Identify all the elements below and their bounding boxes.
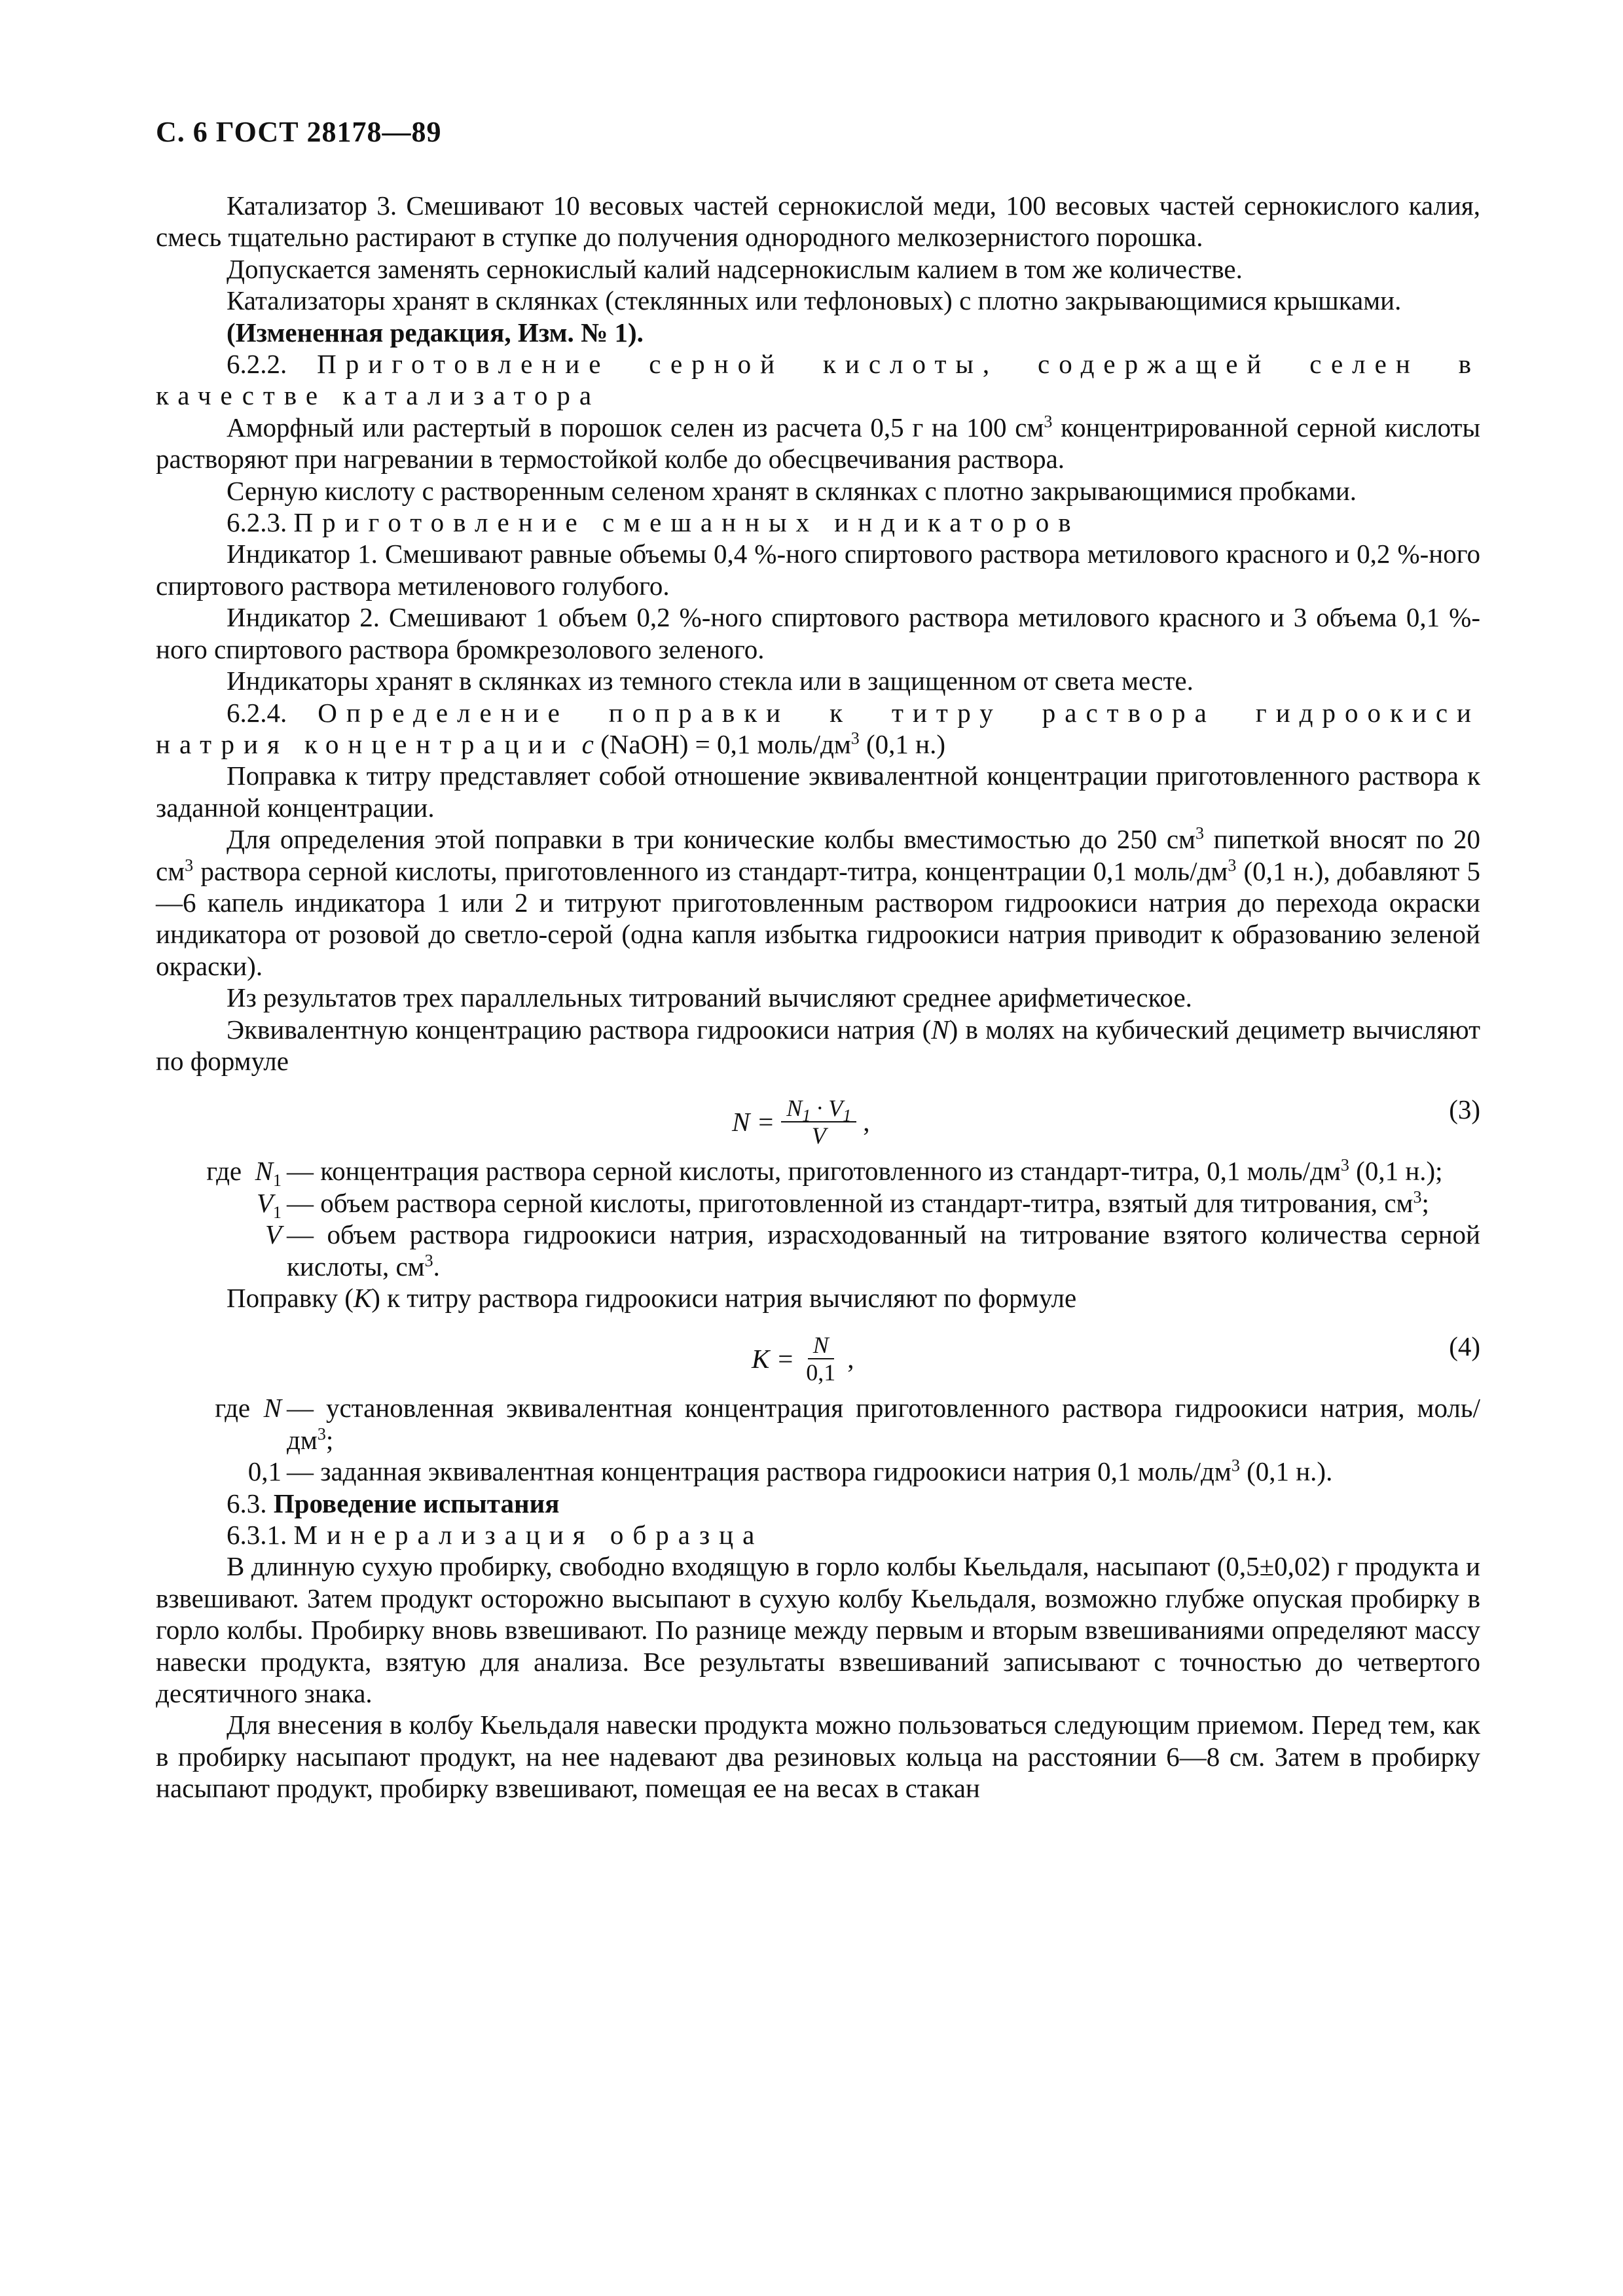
fraction: $\frac{N}{0,1}$ xyxy=(806,1332,836,1386)
paragraph-catalyst-3: Катализатор 3. Смешивают 10 весовых частей сернокислой меди, 100 весовых частей сернокислого калия, смесь тщательно растирают в ступке до получения однородного мелкозернистого порошка. xyxy=(156,190,1480,253)
equation-3 xyxy=(156,1077,1480,1155)
section-number: 6.2.3. xyxy=(227,507,287,538)
section-6-3-1 xyxy=(156,1519,1480,1551)
definition-item: 0,1 — заданная эквивалентная концентрация раствора гидроокиси натрия 0,1 моль/$дм^3$ (0,1 н.). xyxy=(247,1456,1333,1487)
paragraph-amendment: (Измененная редакция, Изм. № 1). xyxy=(227,317,644,348)
formula-4-definitions xyxy=(156,1392,1480,1487)
paragraph-correction-def: Поправка к титру представляет собой отношение эквивалентной концентрации приготовленного раствора к заданной концентрации. xyxy=(156,761,1480,823)
paragraph-storage: Катализаторы хранят в склянках (стеклянных или тефлоновых) с плотно закрывающимися крышками. xyxy=(227,285,1402,316)
definition-item: где $N_1$ — концентрация раствора серной кислоты, приготовленного из стандарт-титра, 0,1 моль/$дм^3$ (0,1 н.); xyxy=(206,1155,1443,1191)
section-6-3 xyxy=(156,1488,1480,1519)
paragraph-indicator-2: Индикатор 2. Смешивают 1 объем 0,2 %-ного спиртового раствора метилового красного и 3 объема 0,1 %-ного спиртового раствора бромкрезолового зеленого. xyxy=(156,602,1480,664)
section-6-2-4: 6.2.4. Определение поправки к титру раствора гидроокиси натрия концентрации c (NaOH) = 0,1 моль/$дм^3$ (0,1 н.) xyxy=(156,697,1480,759)
paragraph-selenium: Аморфный или растертый в порошок селен из расчета 0,5 г на 100 $см^3$ концентрированной серной кислоты растворяют при нагревании в термостойкой колбе до обесцвечивания раствора. xyxy=(156,412,1480,475)
section-number: 6.2.2. xyxy=(227,349,287,380)
formula-4: K = $\frac{N}{0,1}$ , xyxy=(752,1332,854,1386)
paragraph-formula-4-intro: Поправку (K) к титру раствора гидроокиси натрия вычисляют по формуле xyxy=(227,1283,1077,1313)
paragraph-indicator-storage: Индикаторы хранят в склянках из темного стекла или в защищенном от света месте. xyxy=(227,666,1194,696)
section-number: 6.2.4. xyxy=(227,697,287,728)
section-title: Минерализация образца xyxy=(293,1520,764,1551)
paragraph-acid-storage: Серную кислоту с растворенным селеном хранят в склянках с плотно закрывающимися пробками. xyxy=(227,475,1357,506)
formula-3: N = $\frac{N_1 \cdot V_1}{V}$ , xyxy=(732,1095,870,1149)
equation-number: (3) xyxy=(1449,1094,1480,1125)
paragraph-titration-procedure: Для определения этой поправки в три конические колбы вместимостью до 250 $см^3$ пипеткой вносят по 20 $см^3$ раствора серной кислоты, приготовленного из стандарт-титра, концентрации 0,1 моль/$дм^3$ (0,1 н.), добавляют 5—6 капель индикатора 1 или 2 и титруют приготовленным раствором гидроокиси натрия до перехода окраски индикатора от розовой до светло-серой (одна капля избытка гидроокиси натрия приводит к образованию зеленой окраски). xyxy=(156,823,1480,981)
definition-item: $V_1$ — объем раствора серной кислоты, приготовленной из стандарт-титра, взятый для титрования, $см^3$; xyxy=(256,1187,1429,1222)
page-header: С. 6 ГОСТ 28178—89 xyxy=(156,116,442,148)
section-6-2-3 xyxy=(156,507,1480,538)
section-title: Приготовление серной кислоты, содержащей селен в качестве катализатора xyxy=(156,349,1481,411)
paragraph-indicator-1: Индикатор 1. Смешивают равные объемы 0,4 %-ного спиртового раствора метилового красного и 0,2 %-ного спиртового раствора метиленового голубого. xyxy=(156,539,1480,601)
formula-3-definitions xyxy=(156,1155,1480,1282)
section-6-2-2 xyxy=(156,348,1480,412)
section-number: 6.3.1. xyxy=(227,1520,287,1551)
paragraph-formula-3-intro: Эквивалентную концентрацию раствора гидроокиси натрия (N) в молях на кубический дециметр вычисляют по формуле xyxy=(156,1014,1480,1076)
definition-item: где N — установленная эквивалентная концентрация приготовленного раствора гидроокиси натрия, моль/$дм^3$; xyxy=(215,1393,1480,1455)
paragraph-loading-technique: Для внесения в колбу Кьельдаля навески продукта можно пользоваться следующим приемом. Перед тем, как в пробирку насыпают продукт, на нее надевают два резиновых кольца на расстоянии 6—8 см. Затем в пробирку насыпают продукт, пробирку взвешивают, помещая ее на весах в стакан xyxy=(156,1710,1480,1804)
equation-4 xyxy=(156,1314,1480,1392)
section-title: Приготовление смешанных индикаторов xyxy=(293,507,1080,538)
equation-number: (4) xyxy=(1449,1331,1480,1362)
section-number: 6.3. xyxy=(227,1488,267,1518)
section-title: Проведение испытания xyxy=(273,1488,560,1518)
paragraph-mean: Из результатов трех параллельных титрований вычисляют среднее арифметическое. xyxy=(227,982,1192,1013)
paragraph-weighing: В длинную сухую пробирку, свободно входящую в горло колбы Кьельдаля, насыпают (0,5±0,02) г продукта и взвешивают. Затем продукт осторожно высыпают в сухую колбу Кьельдаля, возможно глубже опуская пробирку в горло колбы. Пробирку вновь взвешивают. По разнице между первым и вторым взвешиваниями определяют массу навески продукта, взятую для анализа. Все результаты взвешиваний записывают с точностью до четвертого десятичного знака. xyxy=(156,1551,1480,1709)
definition-item: V — объем раствора гидроокиси натрия, израсходованный на титрование взятого количества серной кислоты, $см^3$. xyxy=(264,1219,1480,1282)
document-body xyxy=(156,190,1480,1804)
paragraph-substitution: Допускается заменять сернокислый калий надсернокислым калием в том же количестве. xyxy=(227,253,1243,284)
fraction: $\frac{N_1 \cdot V_1}{V}$ xyxy=(781,1095,856,1149)
section-title: Определение поправки к титру раствора гидроокиси натрия концентрации xyxy=(156,697,1480,759)
